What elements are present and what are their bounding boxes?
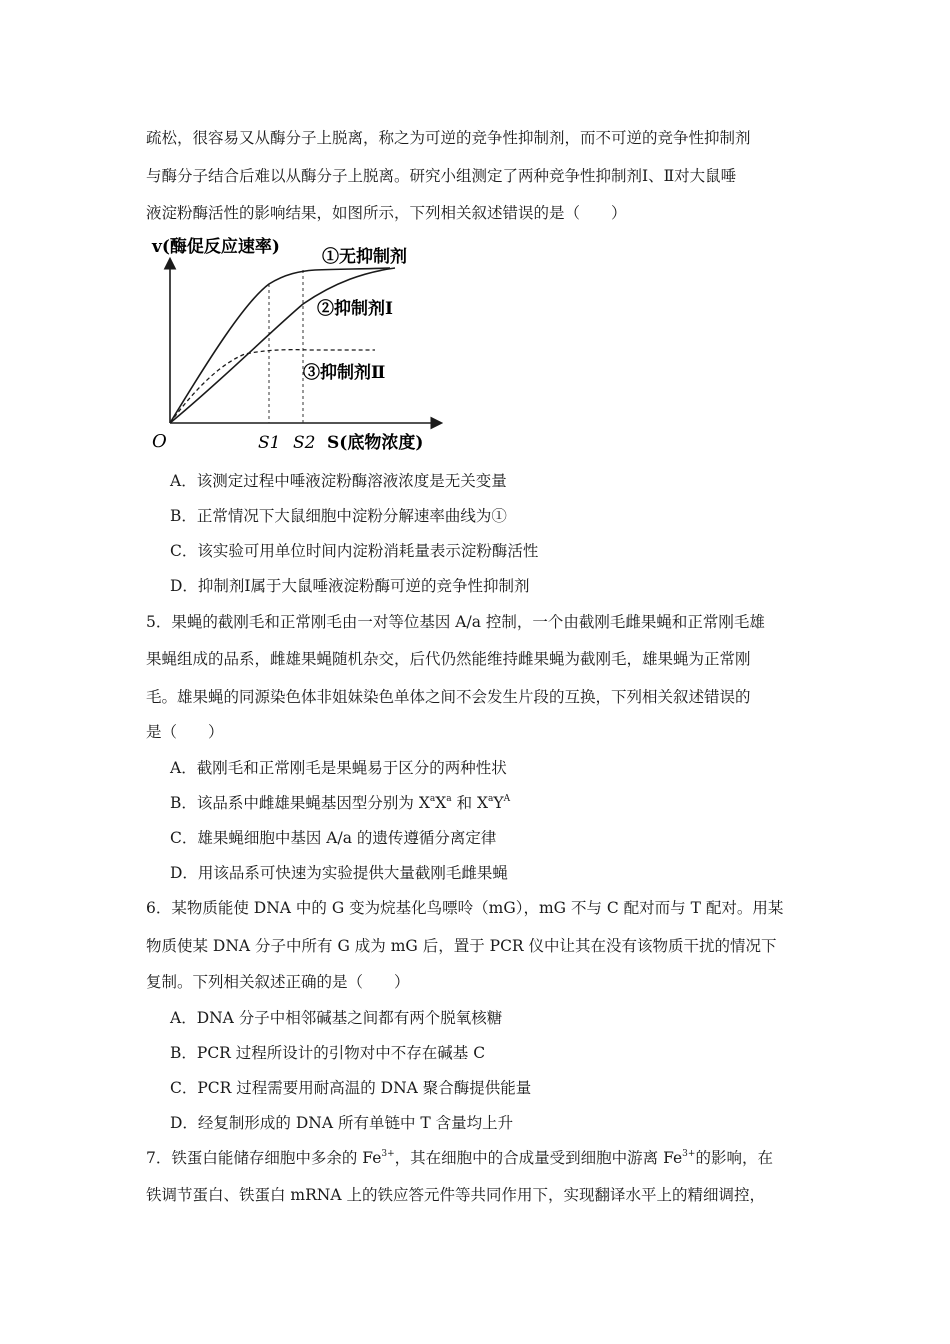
q5-line-4: 是（ ） (146, 723, 224, 741)
q7-line-1-c: 的影响，在 (695, 1149, 773, 1167)
legend-no-inhibitor: ①无抑制剂 (322, 247, 407, 267)
q6-option-b: B．PCR 过程所设计的引物对中不存在碱基 C (170, 1044, 486, 1062)
q6-line-1: 6．某物质能使 DNA 中的 G 变为烷基化鸟嘌呤（mG），mG 不与 C 配对而与 T 配对。用某 (146, 899, 784, 917)
q6-line-2: 物质使某 DNA 分子中所有 G 成为 mG 后，置于 PCR 仪中让其在没有该物质干扰的情况下 (146, 937, 777, 955)
q4-intro-line-3: 液淀粉酶活性的影响结果，如图所示，下列相关叙述错误的是（ ） (146, 204, 627, 222)
q5-option-b-prefix: B．该品系中雌雄果蝇基因型分别为 X (170, 794, 430, 812)
q6-line-3: 复制。下列相关叙述正确的是（ ） (146, 973, 410, 991)
origin-label: O (152, 431, 167, 452)
q5-line-3: 毛。雄果蝇的同源染色体非姐妹染色单体之间不会发生片段的互换，下列相关叙述错误的 (146, 688, 751, 706)
q6-option-d: D．经复制形成的 DNA 所有单链中 T 含量均上升 (170, 1114, 514, 1132)
q4-intro-line-2: 与酶分子结合后难以从酶分子上脱离。研究小组测定了两种竞争性抑制剂Ⅰ、Ⅱ对大鼠唾 (146, 167, 737, 185)
q5-option-a: A．截刚毛和正常刚毛是果蝇易于区分的两种性状 (170, 759, 507, 777)
q6-option-c: C．PCR 过程需要用耐高温的 DNA 聚合酶提供能量 (170, 1079, 532, 1097)
q7-fe-charge-1: 3+ (381, 1149, 395, 1159)
x-tick-s1: S1 (258, 433, 281, 453)
q5-option-d: D．用该品系可快速为实验提供大量截刚毛雌果蝇 (170, 864, 508, 882)
enzyme-rate-chart (140, 232, 460, 460)
series-inhibitor-2 (170, 350, 375, 423)
q5-line-2: 果蝇组成的品系，雌雄果蝇随机杂交，后代仍然能维持雌果蝇为截刚毛，雄果蝇为正常刚 (146, 650, 751, 668)
q4-intro-line-1: 疏松，很容易又从酶分子上脱离，称之为可逆的竞争性抑制剂，而不可逆的竞争性抑制剂 (146, 129, 751, 147)
q5-option-b-sup4: A (503, 794, 511, 804)
q4-option-d: D．抑制剂Ⅰ属于大鼠唾液淀粉酶可逆的竞争性抑制剂 (170, 577, 530, 595)
q7-line-2: 铁调节蛋白、铁蛋白 mRNA 上的铁应答元件等共同作用下，实现翻译水平上的精细调控， (146, 1186, 765, 1204)
q4-option-b: B．正常情况下大鼠细胞中淀粉分解速率曲线为① (170, 507, 507, 525)
series-inhibitor-1 (170, 268, 395, 423)
x-axis-label: S(底物浓度) (327, 433, 424, 453)
q4-option-c: C．该实验可用单位时间内淀粉消耗量表示淀粉酶活性 (170, 542, 539, 560)
q7-line-1 (146, 1148, 773, 1168)
q5-option-c: C．雄果蝇细胞中基因 A/a 的遗传遵循分离定律 (170, 829, 497, 847)
series-no-inhibitor (170, 268, 390, 423)
q5-option-b-sup1: a (429, 794, 436, 804)
q7-line-1-a: 7．铁蛋白能储存细胞中多余的 Fe (146, 1149, 382, 1167)
legend-inhibitor-1: ②抑制剂Ⅰ (317, 299, 393, 319)
q5-option-b-sup2: a (446, 794, 452, 804)
legend-inhibitor-2: ③抑制剂Ⅱ (303, 363, 386, 383)
q5-option-b-and: 和 X (451, 794, 489, 812)
q5-option-b-sup3: a (488, 794, 494, 804)
q5-option-b-y: Y (493, 794, 504, 812)
y-axis-label: v(酶促反应速率) (152, 237, 280, 257)
q5-option-b-mid: X (435, 794, 447, 812)
q5-line-1: 5．果蝇的截刚毛和正常刚毛由一对等位基因 A/a 控制，一个由截刚毛雌果蝇和正常刚毛雄 (146, 613, 765, 631)
x-tick-s2: S2 (293, 433, 316, 453)
q4-option-a: A．该测定过程中唾液淀粉酶溶液浓度是无关变量 (170, 472, 507, 490)
q6-option-a: A．DNA 分子中相邻碱基之间都有两个脱氧核糖 (170, 1009, 503, 1027)
q7-fe-charge-2: 3+ (682, 1149, 696, 1159)
q7-line-1-b: ，其在细胞中的合成量受到细胞中游离 Fe (394, 1149, 683, 1167)
q5-option-b (170, 793, 510, 813)
